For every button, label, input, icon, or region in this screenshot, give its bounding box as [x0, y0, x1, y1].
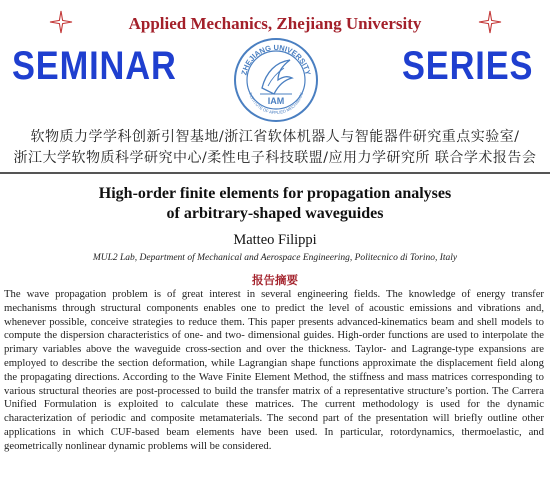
speaker-affiliation: MUL2 Lab, Department of Mechanical and Aerospace Engineering, Politecnico di Torino, Italy	[92, 253, 458, 263]
speaker-name: Matteo Filippi	[233, 232, 317, 248]
talk-title-line-1: High-order finite elements for propagation analyses	[98, 185, 452, 202]
seminar-word: SEMINAR	[12, 44, 177, 88]
logo-bottom-text: INSTITUTE OF APPLIED MECHANICS	[247, 91, 305, 116]
abstract-heading: 报告摘要	[252, 273, 298, 287]
divider	[0, 172, 550, 174]
sponsor-line-1: 软物质力学学科创新引智基地/浙江省软体机器人与智能器件研究重点实验室/	[30, 129, 520, 145]
talk-title	[0, 184, 550, 224]
abstract-text: The wave propagation problem is of great interest in several engineering fields. The knowledge of energy transfer mechanisms through structural components enables one to predict the level of acoustic emissions and vibrations and, whenever possible, conceive strategies to reduce them. This paper presents advanced-kinematics beam and shell models to compute the dispersion characteristics of one- and two- dimensional guides. High-order functions are used to interpolate the primary variables above the waveguide cross-section and over the thickness. Taylor- and Lagrange-type expansions are employed to describe the section deformation, while Lagrangian shape functions approximate the displacement field along the propagating directions. According to the Wave Finite Element Method, the stiffness and mass matrices corresponding to various structural theories are post-processed to build the transfer matrix of a representative structure’s portion. The Carrera Unified Formulation is exploited to calculate these matrices. The current methodology is used for the dynamic characterization of periodic and composite metamaterials. The second part of the presentation will briefly outline other applications in which CUF-based beam elements have been used. In particular, rotordynamics, thermoelastic, and geometrically nonlinear dynamic problems will be considered.	[4, 288, 544, 452]
star-icon	[478, 10, 502, 34]
talk-title-line-2: of arbitrary-shaped waveguides	[166, 205, 384, 222]
logo-center-text: IAM	[267, 96, 285, 106]
seminar-host-title: Applied Mechanics, Zhejiang University	[128, 14, 422, 33]
series-word: SERIES	[402, 44, 534, 88]
university-logo-icon	[232, 36, 320, 124]
sponsor-line-2: 浙江大学软物质科学研究中心/柔性电子科技联盟/应用力学研究所 联合学术报告会	[13, 150, 537, 166]
logo-top-text: ZHEJIANG UNIVERSITY	[239, 42, 313, 77]
